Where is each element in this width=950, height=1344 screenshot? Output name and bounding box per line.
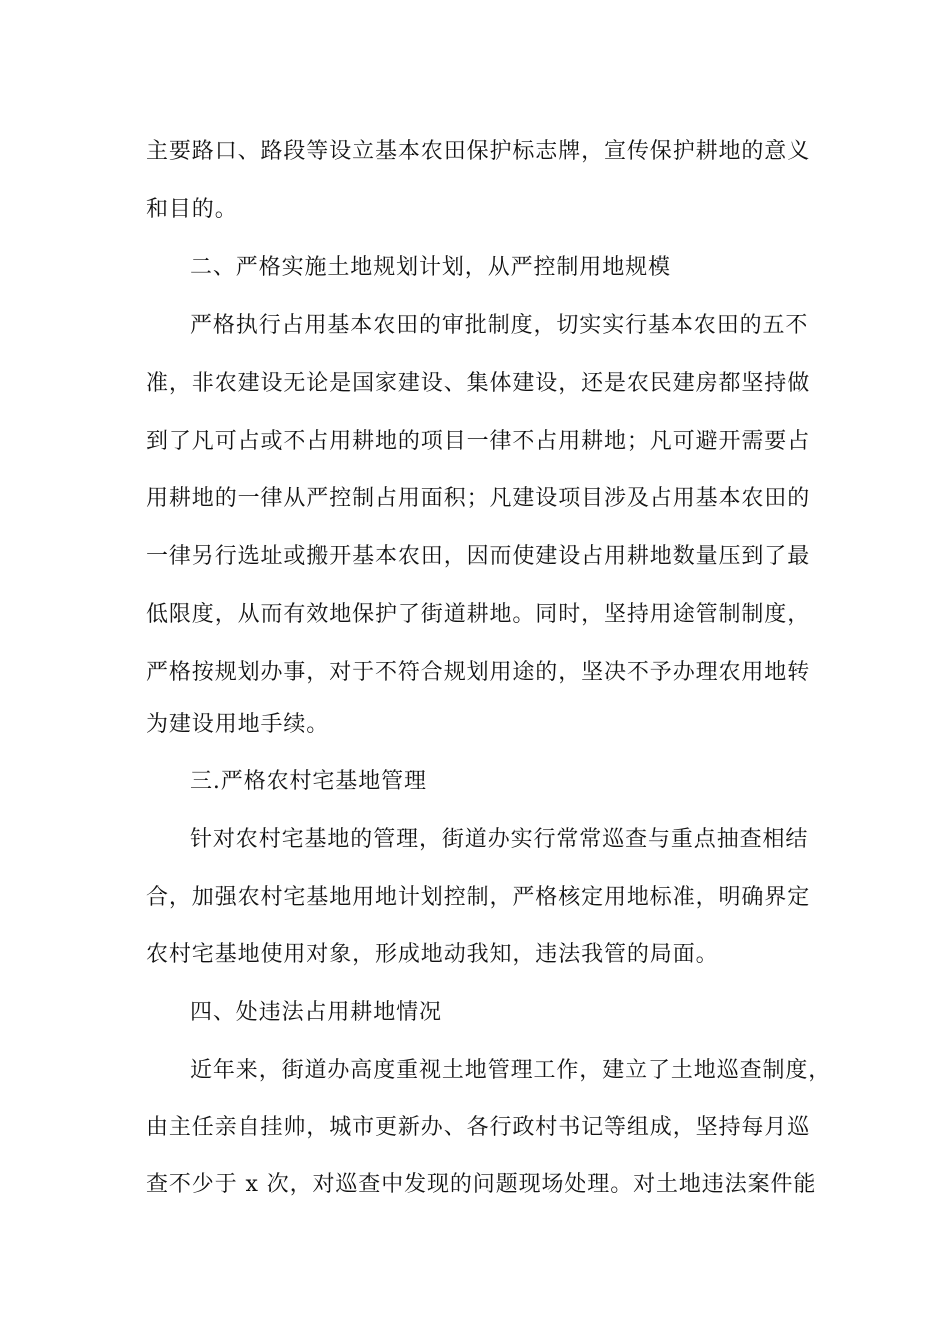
text-line: 近年来，街道办高度重视土地管理工作，建立了土地巡查制度， — [190, 1058, 832, 1083]
text-line: 由主任亲自挂帅，城市更新办、各行政村书记等组成，坚持每月巡 — [146, 1115, 811, 1140]
text-line: 用耕地的一律从严控制占用面积；凡建设项目涉及占用基本农田的 — [146, 486, 811, 511]
section-heading: 四、处违法占用耕地情况 — [190, 1000, 442, 1025]
text-line: 严格按规划办事，对于不符合规划用途的，坚决不予办理农用地转 — [146, 660, 811, 685]
text-line: 农村宅基地使用对象，形成地动我知，违法我管的局面。 — [146, 942, 719, 967]
text-line: 查不少于 x 次，对巡查中发现的问题现场处理。对土地违法案件能 — [146, 1172, 817, 1197]
text-line: 针对农村宅基地的管理，街道办实行常常巡查与重点抽查相结 — [190, 827, 809, 852]
text-line: 主要路口、路段等设立基本农田保护标志牌，宣传保护耕地的意义 — [146, 139, 811, 164]
text-line: 严格执行占用基本农田的审批制度，切实实行基本农田的五不 — [190, 313, 809, 338]
text-line: 合，加强农村宅基地用地计划控制，严格核定用地标准，明确界定 — [146, 885, 811, 910]
text-line: 为建设用地手续。 — [146, 712, 330, 737]
section-heading: 三.严格农村宅基地管理 — [190, 769, 427, 794]
text-line: 一律另行选址或搬开基本农田，因而使建设占用耕地数量压到了最 — [146, 544, 811, 569]
text-line: 低限度，从而有效地保护了街道耕地。同时，坚持用途管制制度， — [146, 602, 811, 627]
text-line: 和目的。 — [146, 197, 238, 222]
text-line: 到了凡可占或不占用耕地的项目一律不占用耕地；凡可避开需要占 — [146, 429, 811, 454]
text-line: 准，非农建设无论是国家建设、集体建设，还是农民建房都坚持做 — [146, 371, 811, 396]
section-heading: 二、严格实施土地规划计划，从严控制用地规模 — [190, 255, 671, 280]
